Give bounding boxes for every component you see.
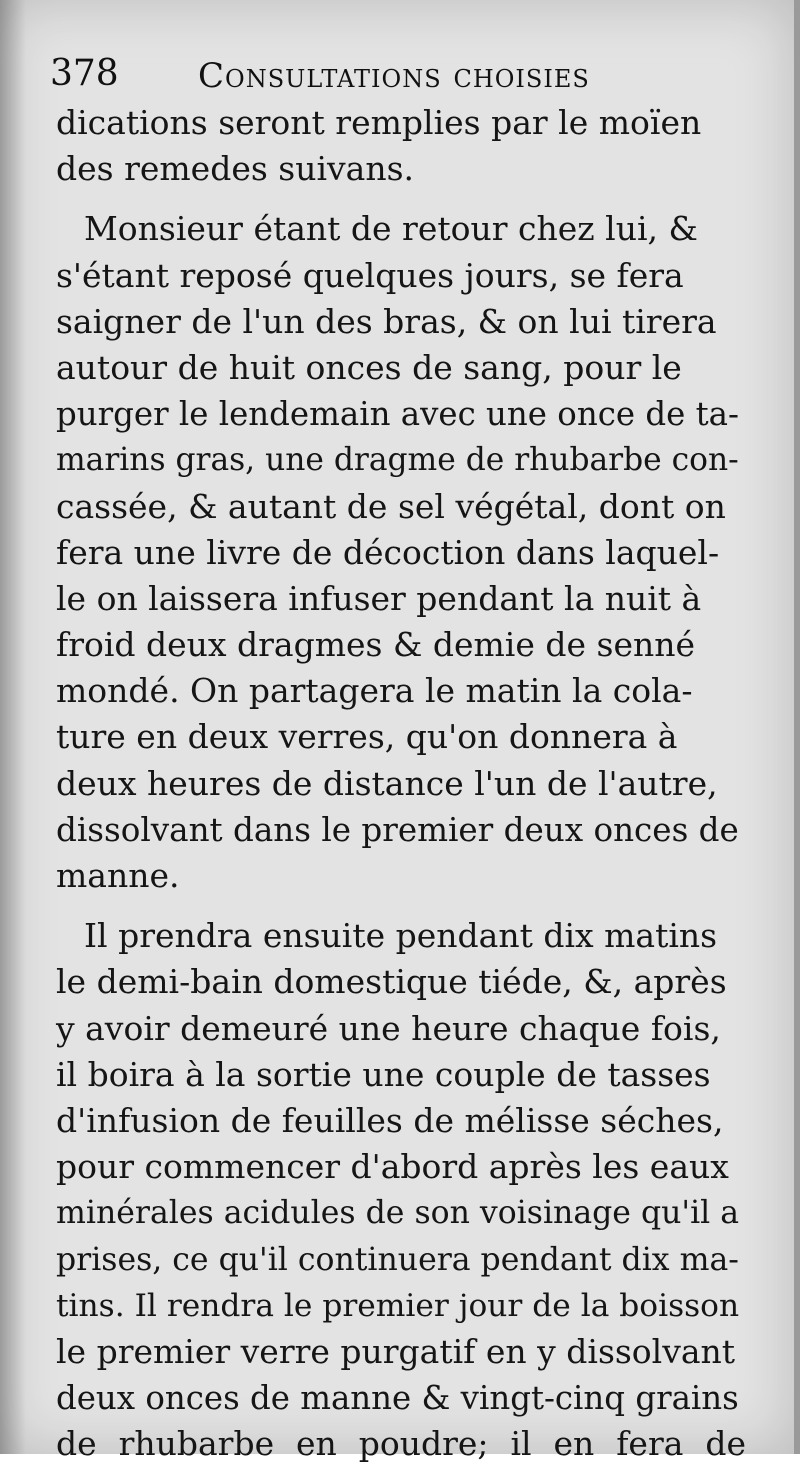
text-line: cassée, & autant de sel végétal, dont on (56, 486, 726, 526)
text-line: tins. Il rendra le premier jour de la boisson (56, 1287, 740, 1324)
text-line: le demi-bain domestique tiéde, &, après (56, 962, 727, 1002)
paragraph-gap (56, 192, 746, 206)
text-line: dications seront remplies par le moïen (56, 103, 702, 142)
text-line: autour de huit onces de sang, pour le (56, 347, 682, 387)
text-line: le premier verre purgatif en y dissolvant (56, 1331, 736, 1371)
paragraph-start-line: Il prendra ensuite pendant dix matins (84, 916, 718, 956)
text-line: prises, ce qu'il continuera pendant dix ma- (56, 1241, 739, 1278)
paragraph-gap (56, 899, 746, 913)
text-line: minérales acidules de son voisinage qu'il a (56, 1195, 740, 1232)
text-line: dissolvant dans le premier deux onces de (56, 810, 739, 849)
text-line: manne. (56, 856, 180, 895)
page-header (50, 46, 750, 96)
gutter-shadow (0, 0, 26, 1454)
text-line: d'infusion de feuilles de mélisse séches, (56, 1100, 724, 1140)
running-title: Consultations choisies (198, 56, 590, 96)
page-number: 378 (50, 53, 119, 94)
text-line: des remedes suivans. (56, 149, 415, 189)
text-line: pour commencer d'abord après les eaux (56, 1147, 729, 1187)
text-line: fera une livre de décoction dans laquel- (56, 532, 720, 572)
text-line: saigner de l'un des bras, & on lui tirera (56, 301, 717, 341)
text-line: marins gras, une dragme de rhubarbe con- (56, 442, 739, 479)
text-line: mondé. On partagera le matin la cola- (56, 671, 693, 711)
text-line: deux heures de distance l'un de l'autre, (56, 763, 718, 803)
text-line: s'étant reposé quelques jours, se fera (56, 255, 684, 295)
text-line: le on laissera infuser pendant la nuit à (56, 578, 702, 618)
text-line: de rhubarbe en poudre; il en fera de (56, 1424, 746, 1464)
text-line: deux onces de manne & vingt-cinq grains (56, 1379, 739, 1418)
text-line: y avoir demeuré une heure chaque fois, (56, 1008, 721, 1048)
text-line: ture en deux verres, qu'on donnera à (56, 717, 678, 757)
paragraph-start-line: Monsieur étant de retour chez lui, & (84, 209, 698, 249)
text-line: il boira à la sortie une couple de tasses (56, 1054, 711, 1094)
text-line: purger le lendemain avec une once de ta- (56, 395, 739, 434)
text-line: froid deux dragmes & demie de senné (56, 625, 696, 665)
body-text (56, 100, 746, 1467)
